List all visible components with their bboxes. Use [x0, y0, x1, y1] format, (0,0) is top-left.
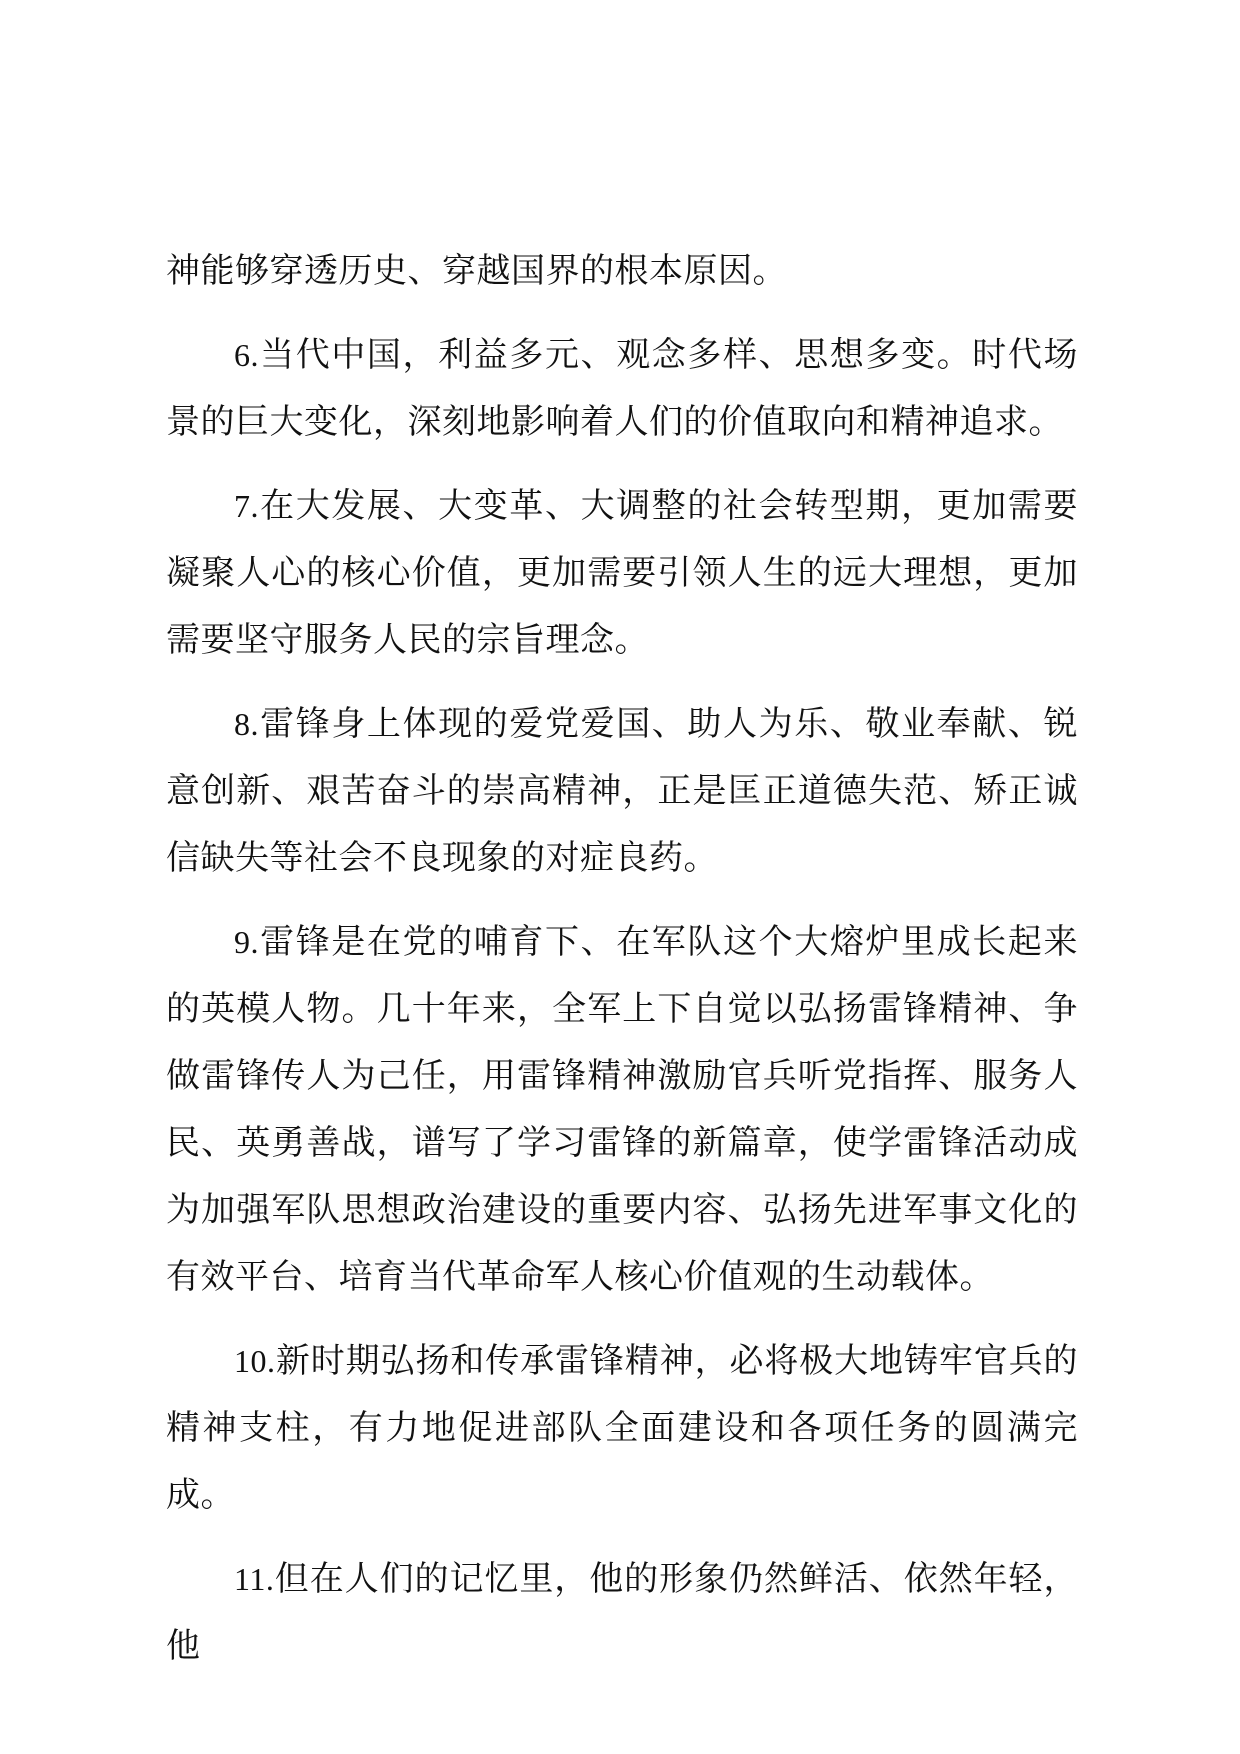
paragraph-text: 新时期弘扬和传承雷锋精神，必将极大地铸牢官兵的精神支柱，有力地促进部队全面建设和各项任务的圆满完成。	[166, 1341, 1078, 1515]
paragraph-text: 雷锋身上体现的爱党爱国、助人为乐、敬业奉献、锐意创新、艰苦奋斗的崇高精神，正是匡正道德失范、矫正诚信缺失等社会不良现象的对症良药。	[166, 704, 1078, 878]
paragraph-text: 神能够穿透历史、穿越国界的根本原因。	[166, 251, 787, 291]
paragraph-number: 6.	[234, 337, 259, 373]
paragraph-text: 当代中国，利益多元、观念多样、思想多变。时代场景的巨大变化，深刻地影响着人们的价值取向和精神追求。	[166, 335, 1078, 442]
paragraph-continuation	[166, 238, 1078, 305]
paragraph-9	[166, 909, 1078, 1311]
paragraph-10	[166, 1328, 1078, 1529]
paragraph-8	[166, 691, 1078, 892]
paragraph-number: 8.	[234, 706, 259, 742]
paragraph-number: 7.	[234, 488, 259, 524]
paragraph-text: 但在人们的记忆里，他的形象仍然鲜活、依然年轻，他	[166, 1559, 1078, 1666]
paragraph-7	[166, 473, 1078, 674]
paragraph-text: 在大发展、大变革、大调整的社会转型期，更加需要凝聚人心的核心价值，更加需要引领人生的远大理想，更加需要坚守服务人民的宗旨理念。	[166, 486, 1078, 660]
paragraph-text: 雷锋是在党的哺育下、在军队这个大熔炉里成长起来的英模人物。几十年来，全军上下自觉以弘扬雷锋精神、争做雷锋传人为己任，用雷锋精神激励官兵听党指挥、服务人民、英勇善战，谱写了学习雷锋的新篇章，使学雷锋活动成为加强军队思想政治建设的重要内容、弘扬先进军事文化的有效平台、培育当代革命军人核心价值观的生动载体。	[166, 922, 1078, 1297]
paragraph-11	[166, 1546, 1078, 1680]
document-body	[166, 238, 1078, 1697]
paragraph-number: 10.	[234, 1343, 276, 1379]
paragraph-number: 9.	[234, 924, 259, 960]
paragraph-number: 11.	[234, 1561, 275, 1597]
paragraph-6	[166, 322, 1078, 456]
